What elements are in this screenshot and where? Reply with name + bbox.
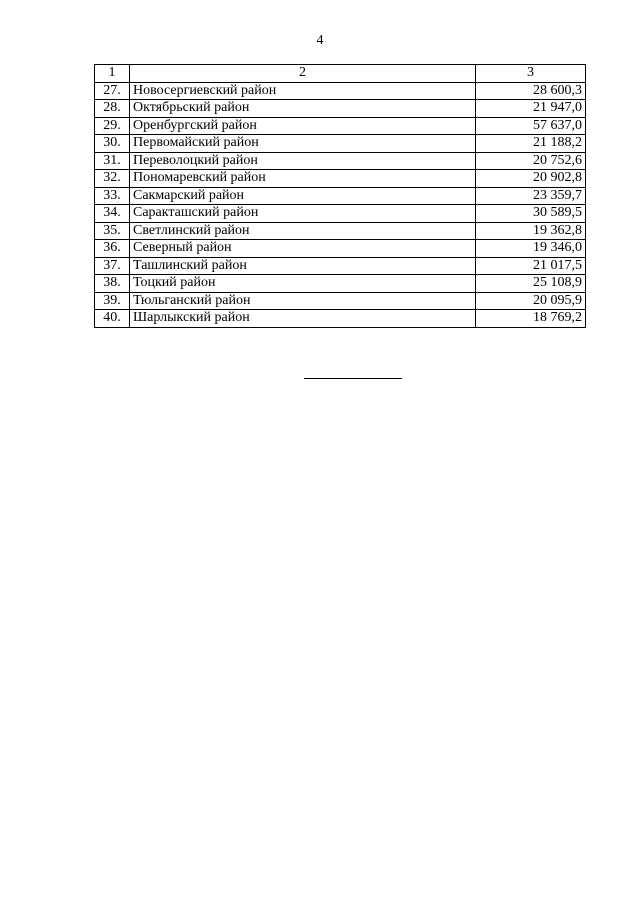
district-value: 21 017,5 xyxy=(476,257,586,275)
row-number: 33. xyxy=(95,187,130,205)
district-value: 20 752,6 xyxy=(476,152,586,170)
table-row xyxy=(95,240,586,258)
district-name: Ташлинский район xyxy=(130,257,476,275)
table-row xyxy=(95,187,586,205)
district-name: Тоцкий район xyxy=(130,275,476,293)
table-row xyxy=(95,205,586,223)
header-cell-number: 1 xyxy=(95,65,130,83)
table-row xyxy=(95,100,586,118)
row-number: 34. xyxy=(95,205,130,223)
table-row xyxy=(95,310,586,328)
table-header-row xyxy=(95,65,586,83)
table-row xyxy=(95,222,586,240)
district-name: Светлинский район xyxy=(130,222,476,240)
table-row xyxy=(95,135,586,153)
district-value: 21 947,0 xyxy=(476,100,586,118)
district-value: 25 108,9 xyxy=(476,275,586,293)
row-number: 28. xyxy=(95,100,130,118)
district-value: 23 359,7 xyxy=(476,187,586,205)
district-value: 28 600,3 xyxy=(476,82,586,100)
row-number: 29. xyxy=(95,117,130,135)
row-number: 32. xyxy=(95,170,130,188)
district-allocation-table xyxy=(94,64,586,328)
row-number: 37. xyxy=(95,257,130,275)
district-name: Переволоцкий район xyxy=(130,152,476,170)
row-number: 40. xyxy=(95,310,130,328)
district-value: 21 188,2 xyxy=(476,135,586,153)
district-value: 57 637,0 xyxy=(476,117,586,135)
row-number: 35. xyxy=(95,222,130,240)
district-name: Пономаревский район xyxy=(130,170,476,188)
district-value: 20 902,8 xyxy=(476,170,586,188)
district-name: Первомайский район xyxy=(130,135,476,153)
district-name: Тюльганский район xyxy=(130,292,476,310)
district-value: 30 589,5 xyxy=(476,205,586,223)
district-value: 19 346,0 xyxy=(476,240,586,258)
district-value: 20 095,9 xyxy=(476,292,586,310)
row-number: 27. xyxy=(95,82,130,100)
header-cell-value: 3 xyxy=(476,65,586,83)
district-name: Шарлыкский район xyxy=(130,310,476,328)
row-number: 30. xyxy=(95,135,130,153)
header-cell-name: 2 xyxy=(130,65,476,83)
district-name: Оренбургский район xyxy=(130,117,476,135)
district-name: Октябрьский район xyxy=(130,100,476,118)
table-row xyxy=(95,117,586,135)
table-row xyxy=(95,170,586,188)
table-row xyxy=(95,152,586,170)
table-row xyxy=(95,292,586,310)
district-value: 18 769,2 xyxy=(476,310,586,328)
district-name: Северный район xyxy=(130,240,476,258)
district-name: Саракташский район xyxy=(130,205,476,223)
row-number: 39. xyxy=(95,292,130,310)
district-name: Новосергиевский район xyxy=(130,82,476,100)
row-number: 36. xyxy=(95,240,130,258)
district-name: Сакмарский район xyxy=(130,187,476,205)
row-number: 38. xyxy=(95,275,130,293)
page-number: 4 xyxy=(316,33,324,48)
row-number: 31. xyxy=(95,152,130,170)
table-row xyxy=(95,257,586,275)
table-row xyxy=(95,82,586,100)
district-value: 19 362,8 xyxy=(476,222,586,240)
table-row xyxy=(95,275,586,293)
closing-rule xyxy=(304,378,402,379)
